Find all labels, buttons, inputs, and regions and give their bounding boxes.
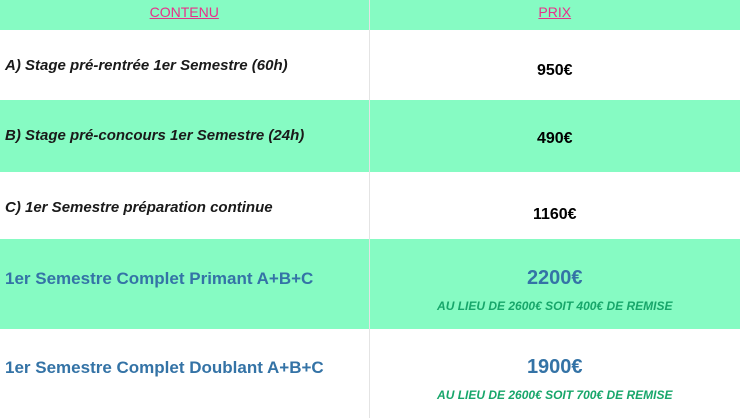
- table-row-package: [0, 329, 740, 418]
- row-price: 950€: [536, 62, 573, 79]
- package-price-cell: [369, 329, 740, 418]
- package-label: 1er Semestre Complet Primant A+B+C: [5, 269, 314, 288]
- row-label: A) Stage pré-rentrée 1er Semestre (60h): [5, 57, 288, 74]
- row-price: 1160€: [532, 206, 577, 223]
- row-label: B) Stage pré-concours 1er Semestre (24h): [5, 127, 305, 144]
- table-header-row: [0, 0, 740, 30]
- row-price: 490€: [536, 130, 573, 147]
- remise-note: AU LIEU DE 2600€ SOIT 400€ DE REMISE: [437, 299, 673, 313]
- package-price-cell: [369, 239, 740, 329]
- package-price: 1900€: [526, 356, 583, 378]
- package-label: 1er Semestre Complet Doublant A+B+C: [5, 358, 324, 377]
- remise-note: AU LIEU DE 2600€ SOIT 700€ DE REMISE: [437, 388, 673, 402]
- header-prix: PRIX: [538, 4, 572, 20]
- table-row-package: [0, 239, 740, 329]
- table-row: [0, 30, 740, 100]
- table-row: [0, 172, 740, 239]
- header-contenu: CONTENU: [149, 4, 219, 20]
- package-price: 2200€: [526, 267, 583, 289]
- row-label: C) 1er Semestre préparation continue: [5, 199, 273, 216]
- table-row: [0, 100, 740, 172]
